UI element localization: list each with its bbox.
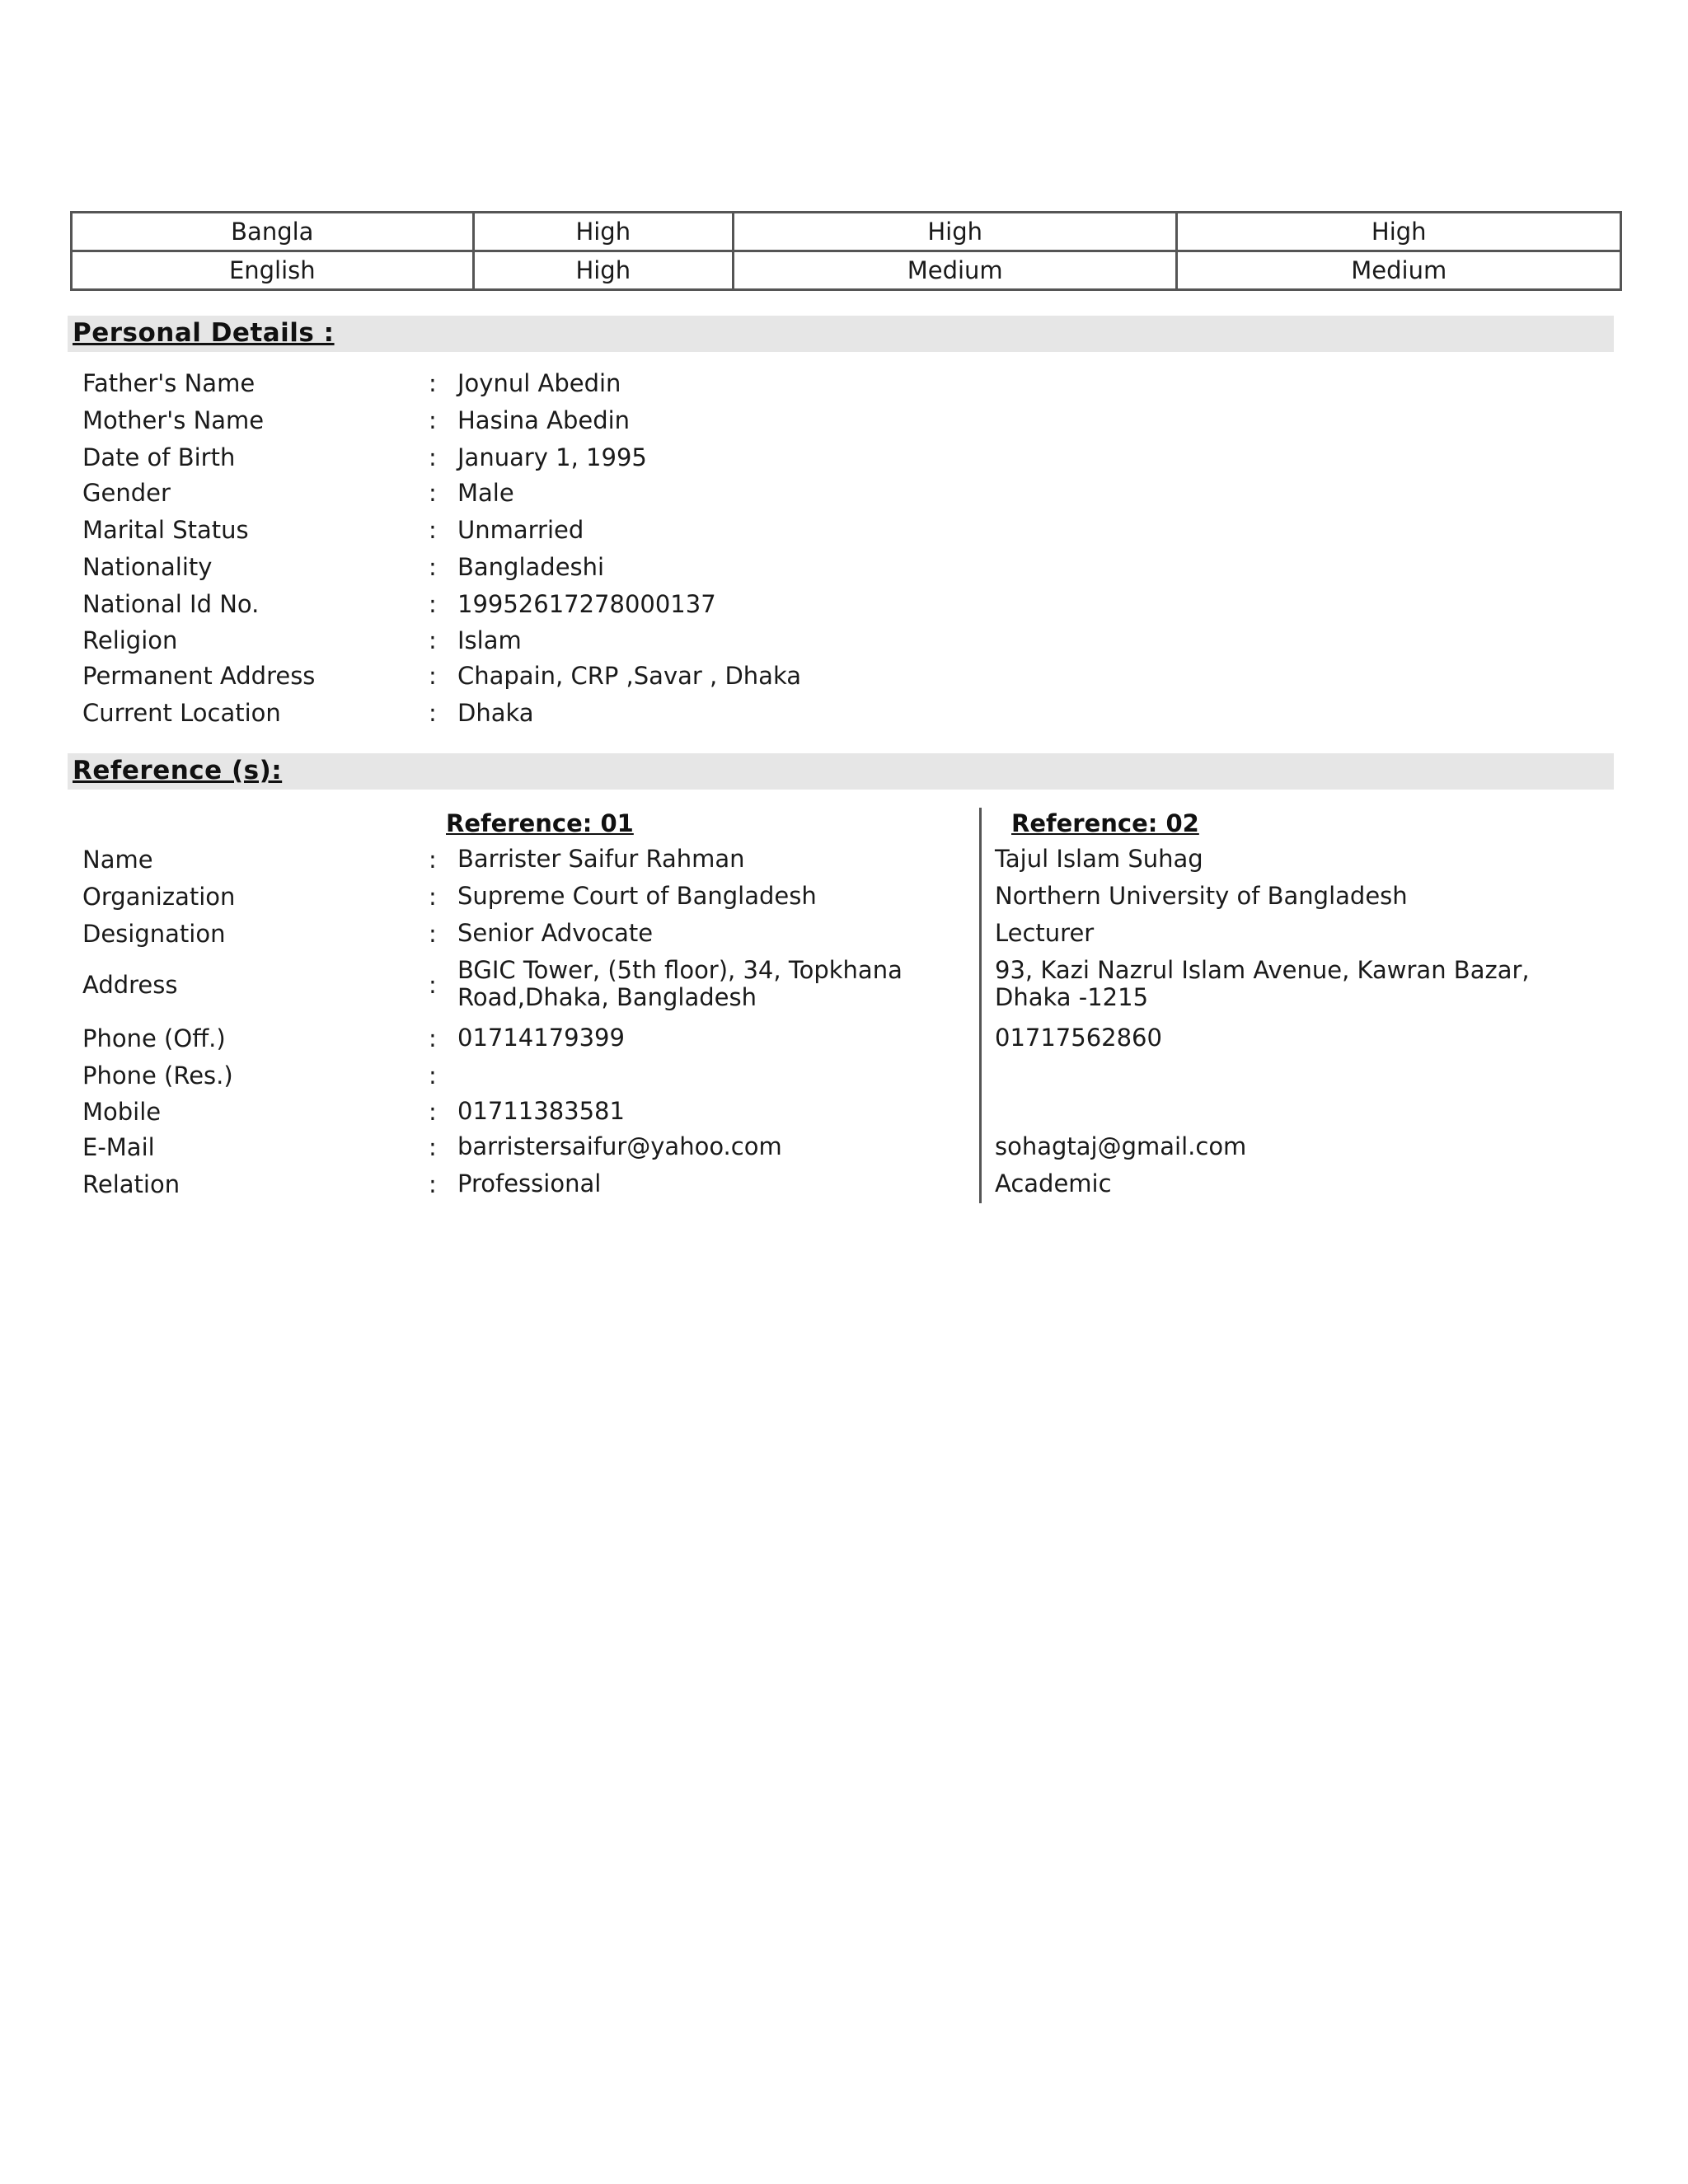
colon-separator: :	[429, 516, 437, 544]
reference-label: E-Mail	[82, 1133, 155, 1161]
reference-1-value: 01711383581	[457, 1097, 625, 1125]
proficiency-cell: High	[733, 213, 1177, 251]
reference-2-value: 93, Kazi Nazrul Islam Avenue, Kawran Bazar, Dhaka -1215	[995, 956, 1530, 1011]
colon-separator: :	[429, 1170, 437, 1198]
reference-1-value: BGIC Tower, (5th floor), 34, Topkhana Road,Dhaka, Bangladesh	[457, 956, 903, 1011]
detail-label: Gender	[82, 479, 171, 507]
reference-label: Designation	[82, 920, 226, 948]
language-name: English	[72, 251, 474, 290]
detail-value: Bangladeshi	[457, 553, 605, 581]
reference-label: Name	[82, 846, 153, 874]
colon-separator: :	[429, 883, 437, 911]
detail-row	[82, 553, 1566, 586]
detail-value: Chapain, CRP ,Savar , Dhaka	[457, 662, 802, 690]
reference-label: Phone (Res.)	[82, 1062, 233, 1090]
proficiency-cell: Medium	[1177, 251, 1621, 290]
language-table	[70, 211, 1622, 291]
reference-1-value: 01714179399	[457, 1024, 625, 1052]
reference-label: Address	[82, 971, 178, 999]
reference-2-value: Tajul Islam Suhag	[995, 845, 1203, 873]
colon-separator: :	[429, 1062, 437, 1090]
detail-value: Hasina Abedin	[457, 406, 631, 434]
reference-2-value: Northern University of Bangladesh	[995, 882, 1408, 910]
detail-value: January 1, 1995	[457, 443, 647, 471]
colon-separator: :	[429, 846, 437, 874]
detail-label: Current Location	[82, 699, 281, 727]
detail-row	[82, 479, 1566, 512]
detail-row	[82, 516, 1566, 549]
proficiency-cell: High	[473, 251, 733, 290]
detail-row	[82, 443, 1566, 476]
detail-label: National Id No.	[82, 590, 260, 618]
section-title: Personal Details :	[73, 318, 335, 348]
detail-label: Nationality	[82, 553, 213, 581]
proficiency-cell: High	[1177, 213, 1621, 251]
language-name: Bangla	[72, 213, 474, 251]
references-header	[68, 753, 1614, 790]
reference-label: Phone (Off.)	[82, 1024, 226, 1052]
reference-2-value: sohagtaj@gmail.com	[995, 1132, 1247, 1160]
detail-value: Male	[457, 479, 514, 507]
section-title: Reference (s):	[73, 756, 283, 785]
reference-2-value: 01717562860	[995, 1024, 1162, 1052]
colon-separator: :	[429, 443, 437, 471]
reference-1-value: Senior Advocate	[457, 919, 654, 947]
reference-label: Organization	[82, 883, 236, 911]
detail-value: Dhaka	[457, 699, 534, 727]
reference-1-value: barristersaifur@yahoo.com	[457, 1132, 782, 1160]
detail-row	[82, 406, 1566, 439]
colon-separator: :	[429, 662, 437, 690]
detail-label: Marital Status	[82, 516, 249, 544]
colon-separator: :	[429, 626, 437, 654]
personal-details-header	[68, 316, 1614, 352]
colon-separator: :	[429, 1024, 437, 1052]
detail-label: Father's Name	[82, 369, 256, 397]
detail-value: 19952617278000137	[457, 590, 716, 618]
detail-row	[82, 699, 1566, 732]
detail-label: Permanent Address	[82, 662, 316, 690]
detail-label: Mother's Name	[82, 406, 265, 434]
detail-value: Islam	[457, 626, 522, 654]
proficiency-cell: High	[473, 213, 733, 251]
reference-2-value: Academic	[995, 1169, 1112, 1197]
detail-label: Religion	[82, 626, 178, 654]
colon-separator: :	[429, 1098, 437, 1126]
proficiency-cell: Medium	[733, 251, 1177, 290]
colon-separator: :	[429, 1133, 437, 1161]
reference-1-value: Barrister Saifur Rahman	[457, 845, 745, 873]
detail-row	[82, 662, 1566, 695]
colon-separator: :	[429, 971, 437, 999]
colon-separator: :	[429, 553, 437, 581]
table-row	[72, 251, 1621, 290]
reference-2-title: Reference: 02	[1011, 809, 1199, 837]
colon-separator: :	[429, 699, 437, 727]
detail-label: Date of Birth	[82, 443, 236, 471]
detail-value: Joynul Abedin	[457, 369, 621, 397]
reference-label: Mobile	[82, 1098, 162, 1126]
reference-label: Relation	[82, 1170, 181, 1198]
colon-separator: :	[429, 479, 437, 507]
colon-separator: :	[429, 590, 437, 618]
colon-separator: :	[429, 406, 437, 434]
detail-row	[82, 590, 1566, 623]
detail-row	[82, 626, 1566, 659]
reference-1-title: Reference: 01	[446, 809, 634, 837]
detail-row	[82, 369, 1566, 402]
table-row	[72, 213, 1621, 251]
reference-1-value: Professional	[457, 1169, 602, 1197]
colon-separator: :	[429, 920, 437, 948]
detail-value: Unmarried	[457, 516, 584, 544]
reference-1-value: Supreme Court of Bangladesh	[457, 882, 817, 910]
reference-2-value: Lecturer	[995, 919, 1095, 947]
colon-separator: :	[429, 369, 437, 397]
